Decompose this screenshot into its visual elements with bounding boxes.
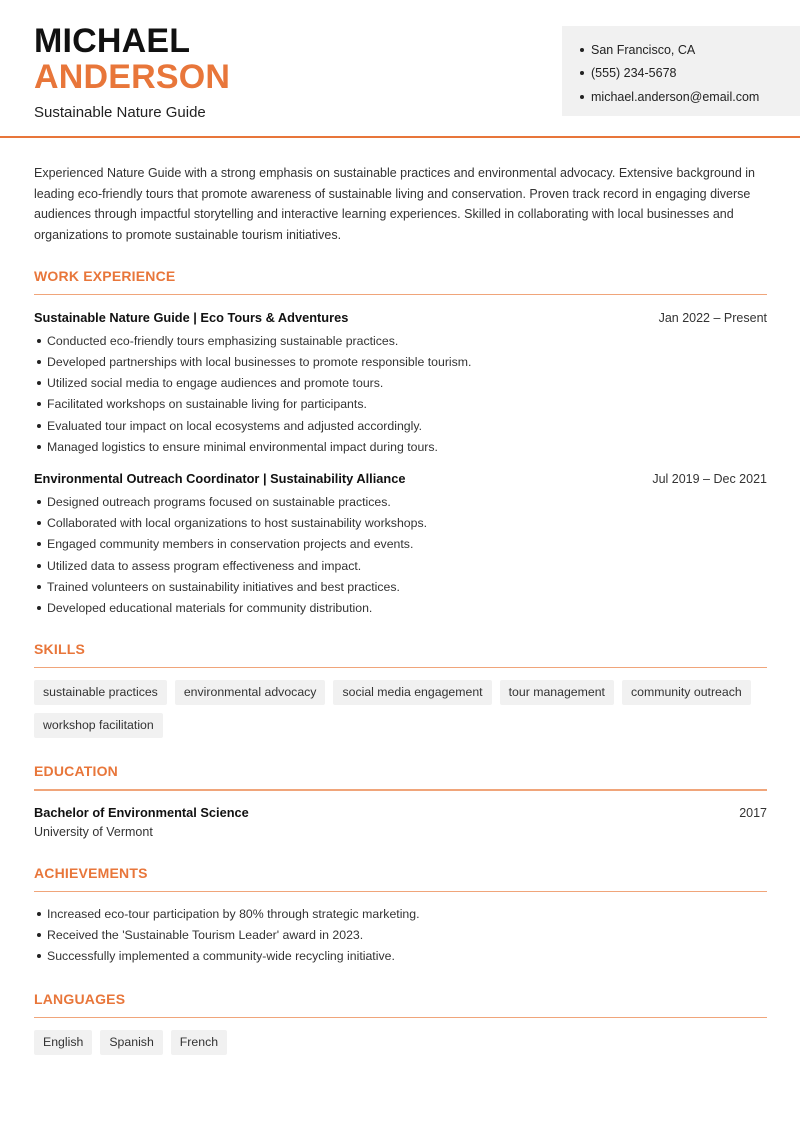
list-item: [34, 555, 767, 576]
bullet-icon: [37, 564, 41, 568]
section-divider: [34, 667, 767, 669]
achievement-bullets: [34, 903, 767, 967]
section-title-languages: LANGUAGES: [34, 990, 126, 1007]
skills-section: [34, 641, 767, 739]
contact-location-text: San Francisco, CA: [591, 42, 696, 57]
work-section: [34, 268, 767, 619]
graduation-year: 2017: [739, 805, 767, 820]
contact-phone: [580, 62, 800, 86]
school: University of Vermont: [34, 824, 153, 839]
section-divider: [34, 789, 767, 791]
bullet-text: Utilized social media to engage audiences and promote tours.: [47, 376, 384, 391]
list-item: [34, 924, 767, 945]
list-item: [34, 491, 767, 512]
job-title: Sustainable Nature Guide: [34, 104, 206, 121]
bullet-icon: [37, 585, 41, 589]
bullet-text: Trained volunteers on sustainability initiatives and best practices.: [47, 579, 400, 594]
section-title-education: EDUCATION: [34, 763, 118, 780]
job-entry: [34, 310, 767, 457]
bullet-text: Successfully implemented a community-wide recycling initiative.: [47, 949, 395, 964]
list-item: [34, 436, 767, 457]
language-chip: French: [171, 1030, 227, 1055]
job-role: Sustainable Nature Guide | Eco Tours & Adventures: [34, 310, 349, 326]
section-title-skills: SKILLS: [34, 640, 85, 657]
education-header: [34, 805, 767, 820]
bullet-icon: [580, 48, 584, 52]
bullet-text: Managed logistics to ensure minimal environmental impact during tours.: [47, 439, 438, 454]
contact-phone-text: (555) 234-5678: [591, 66, 677, 81]
bullet-icon: [37, 954, 41, 958]
language-chips: [34, 1030, 767, 1055]
bullet-icon: [580, 95, 584, 99]
list-item: [34, 903, 767, 924]
languages-section: [34, 991, 767, 1056]
bullet-icon: [37, 424, 41, 428]
bullet-icon: [37, 500, 41, 504]
list-item: [34, 513, 767, 534]
job-header: [34, 310, 767, 325]
bullet-icon: [37, 445, 41, 449]
bullet-text: Evaluated tour impact on local ecosystems and adjusted accordingly.: [47, 418, 423, 433]
job-entry: [34, 471, 767, 618]
resume-header: [0, 0, 800, 138]
skill-chip: environmental advocacy: [175, 680, 326, 705]
skill-chip: workshop facilitation: [34, 713, 163, 738]
contact-box: [562, 26, 800, 116]
bullet-text: Engaged community members in conservation projects and events.: [47, 537, 414, 552]
list-item: [34, 576, 767, 597]
list-item: [34, 534, 767, 555]
skill-chip: tour management: [500, 680, 614, 705]
bullet-text: Collaborated with local organizations to host sustainability workshops.: [47, 516, 428, 531]
list-item: [34, 415, 767, 436]
bullet-text: Developed educational materials for community distribution.: [47, 600, 373, 615]
contact-location: [580, 38, 800, 62]
job-bullets: [34, 491, 767, 618]
job-header: [34, 471, 767, 486]
bullet-icon: [37, 912, 41, 916]
contact-email-text: michael.anderson@email.com: [591, 89, 760, 104]
job-dates: Jan 2022 – Present: [658, 311, 767, 326]
job-bullets: [34, 330, 767, 457]
bullet-text: Utilized data to assess program effectiveness and impact.: [47, 558, 362, 573]
degree: Bachelor of Environmental Science: [34, 804, 249, 820]
section-title-achievements: ACHIEVEMENTS: [34, 864, 148, 881]
education-section: [34, 763, 767, 839]
bullet-text: Received the 'Sustainable Tourism Leader' award in 2023.: [47, 927, 364, 942]
list-item: [34, 373, 767, 394]
bullet-icon: [37, 542, 41, 546]
bullet-icon: [37, 360, 41, 364]
first-name: MICHAEL: [34, 22, 191, 60]
skill-chip: community outreach: [622, 680, 751, 705]
bullet-icon: [37, 606, 41, 610]
bullet-icon: [37, 521, 41, 525]
section-title-work: WORK EXPERIENCE: [34, 267, 176, 284]
bullet-text: Facilitated workshops on sustainable living for participants.: [47, 397, 367, 412]
resume-body: [34, 163, 767, 1055]
bullet-icon: [37, 933, 41, 937]
skill-chip: social media engagement: [333, 680, 491, 705]
bullet-icon: [37, 402, 41, 406]
skills-chips: [34, 680, 767, 738]
language-chip: Spanish: [100, 1030, 162, 1055]
contact-email: [580, 85, 800, 109]
bullet-text: Designed outreach programs focused on sustainable practices.: [47, 495, 391, 510]
language-chip: English: [34, 1030, 92, 1055]
bullet-icon: [37, 339, 41, 343]
section-divider: [34, 1017, 767, 1019]
list-item: [34, 330, 767, 351]
section-divider: [34, 294, 767, 296]
bullet-icon: [37, 381, 41, 385]
section-divider: [34, 891, 767, 893]
education-entry: [34, 805, 767, 839]
summary: Experienced Nature Guide with a strong emphasis on sustainable practices and environmental advocacy. Extensive background in leading eco-friendly tours that promote awareness of sustainable living and conservation. Proven track record in engaging diverse audiences through impactful storytelling and interactive learning experiences. Skilled in collaborating with local businesses and organizations to promote sustainable tourism initiatives.: [34, 166, 756, 243]
bullet-text: Increased eco-tour participation by 80% through strategic marketing.: [47, 906, 420, 921]
bullet-text: Conducted eco-friendly tours emphasizing sustainable practices.: [47, 333, 399, 348]
job-dates: Jul 2019 – Dec 2021: [652, 472, 767, 487]
list-item: [34, 597, 767, 618]
bullet-icon: [580, 71, 584, 75]
skill-chip: sustainable practices: [34, 680, 167, 705]
list-item: [34, 945, 767, 966]
last-name: ANDERSON: [34, 58, 231, 96]
bullet-text: Developed partnerships with local businesses to promote responsible tourism.: [47, 355, 472, 370]
achievements-section: [34, 865, 767, 967]
job-role: Environmental Outreach Coordinator | Sustainability Alliance: [34, 471, 406, 487]
list-item: [34, 352, 767, 373]
list-item: [34, 394, 767, 415]
name-block: [34, 24, 230, 121]
